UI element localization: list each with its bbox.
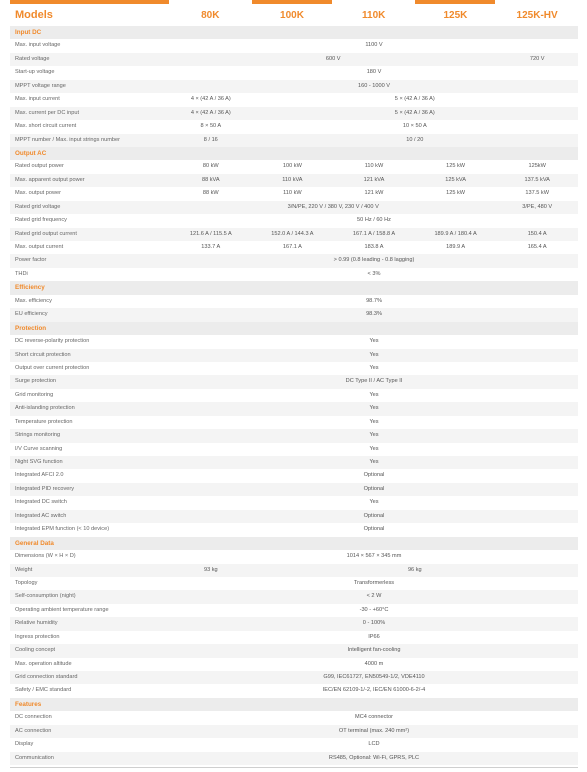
spec-value: 180 V — [366, 69, 382, 76]
spec-label: Grid connection standard — [15, 674, 78, 680]
spec-value: IP66 — [368, 633, 380, 640]
spec-label: Topology — [15, 579, 38, 586]
spec-value: 8 × 50 A — [200, 123, 222, 130]
spec-row — [10, 631, 578, 644]
spec-row — [10, 187, 578, 200]
spec-value: 98.3% — [366, 311, 382, 318]
spec-label: Max. output power — [15, 190, 62, 197]
spec-row — [10, 523, 578, 536]
spec-label: Max. input voltage — [15, 42, 61, 49]
spec-value: 189.9 A / 180.4 A — [434, 230, 477, 237]
spec-label: Output over current protection — [15, 364, 90, 371]
spec-label: Max. efficiency — [15, 297, 52, 304]
spec-value: 1100 V — [365, 42, 383, 49]
spec-label: I/V Curve scanning — [15, 445, 63, 452]
spec-row — [10, 295, 578, 308]
section-header: Input DC — [10, 26, 578, 39]
spec-label: Ingress protection — [15, 633, 60, 640]
spec-value: 137.5 kW — [525, 190, 549, 197]
spec-value: 121 kW — [364, 190, 384, 197]
spec-value: Optional — [363, 512, 385, 519]
spec-label: Anti-islanding protection — [15, 405, 75, 412]
spec-label: Grid monitoring — [15, 391, 54, 398]
spec-row — [10, 402, 578, 415]
spec-label: MPPT number / Max. input strings number — [15, 136, 120, 143]
spec-label: Relative humidity — [15, 620, 58, 627]
spec-row — [10, 644, 578, 657]
model-110k-header: 110K — [362, 9, 386, 21]
spec-row — [10, 308, 578, 321]
spec-row — [10, 684, 578, 697]
spec-label: Communication — [15, 754, 54, 761]
spec-row — [10, 39, 578, 52]
spec-value: 137.5 kVA — [524, 176, 550, 183]
spec-value: 93 kg — [203, 566, 218, 573]
spec-value: 150.4 A — [527, 230, 547, 237]
spec-value: Transformerless — [353, 579, 395, 586]
spec-row — [10, 752, 578, 765]
spec-label: MPPT voltage range — [15, 82, 66, 89]
spec-row — [10, 228, 578, 241]
spec-value: 50 Hz / 60 Hz — [357, 217, 391, 224]
header-accent-rule — [10, 0, 578, 4]
spec-value: 96 kg — [407, 566, 422, 573]
spec-value: 125 kVA — [445, 176, 466, 183]
spec-row — [10, 201, 578, 214]
spec-row — [10, 738, 578, 751]
model-125k-header: 125K — [443, 9, 468, 21]
spec-label: DC reverse-polarity protection — [15, 338, 90, 345]
spec-row — [10, 510, 578, 523]
spec-label: Max. input current — [15, 96, 60, 103]
spec-row — [10, 443, 578, 456]
spec-row — [10, 564, 578, 577]
spec-row — [10, 577, 578, 590]
spec-label: Cooling concept — [15, 647, 56, 654]
spec-row — [10, 725, 578, 738]
spec-row — [10, 107, 578, 120]
spec-label: EU efficiency — [15, 311, 48, 318]
section-header: Features — [10, 698, 578, 711]
spec-value: 189.9 A — [446, 244, 466, 250]
spec-label: DC connection — [15, 714, 52, 721]
spec-value: 133.7 A — [201, 244, 221, 250]
spec-row — [10, 134, 578, 147]
spec-value: Intelligent fan-cooling — [347, 647, 401, 654]
spec-label: Integrated EPM function (< 10 device) — [15, 526, 110, 533]
spec-value: 125 kW — [446, 190, 466, 197]
spec-sheet — [10, 0, 578, 768]
spec-row — [10, 590, 578, 603]
spec-label: Rated grid frequency — [15, 217, 67, 224]
spec-value: 125 kW — [446, 163, 466, 170]
spec-value: Yes — [369, 445, 379, 452]
spec-value: RS485, Optional: Wi-Fi, GPRS, PLC — [328, 754, 420, 761]
spec-value: 10 × 50 A — [402, 123, 427, 130]
spec-value: Optional — [363, 526, 385, 533]
spec-label: Night SVG function — [15, 459, 63, 465]
spec-label: Rated output power — [15, 163, 64, 170]
models-title: Models — [15, 9, 53, 21]
spec-value: Yes — [369, 351, 379, 358]
spec-label: Dimensions (W × H × D) — [15, 553, 76, 560]
spec-row — [10, 120, 578, 133]
spec-label: Max. operation altitude — [15, 660, 72, 667]
spec-label: Temperature protection — [15, 418, 73, 425]
spec-value: 5 × (42 A / 36 A) — [394, 96, 435, 103]
spec-row — [10, 389, 578, 402]
spec-label: THDi — [15, 270, 28, 277]
spec-value: LCD — [368, 741, 380, 748]
spec-value: 167.1 A — [282, 244, 302, 250]
spec-value: 3/N/PE, 220 V / 380 V, 230 V / 400 V — [287, 203, 379, 210]
spec-value: < 3% — [367, 270, 381, 277]
spec-value: -30 - +60°C — [359, 606, 389, 613]
spec-label: Rated grid voltage — [15, 203, 61, 210]
spec-label: Integrated AC switch — [15, 512, 67, 519]
spec-row — [10, 53, 578, 66]
spec-value: Yes — [369, 499, 379, 506]
spec-label: Short circuit protection — [15, 351, 71, 358]
model-80k-header: 80K — [201, 9, 220, 21]
spec-row — [10, 416, 578, 429]
spec-label: Integrated PID recovery — [15, 485, 75, 492]
spec-value: 80 kW — [202, 163, 219, 170]
spec-value: G99, IEC61727, EN50549-1/2, VDE4110 — [323, 674, 425, 680]
spec-label: Display — [15, 741, 34, 748]
spec-value: 5 × (42 A / 36 A) — [394, 109, 435, 116]
spec-value: 121.6 A / 115.5 A — [189, 230, 232, 237]
spec-row — [10, 429, 578, 442]
spec-value: > 0.99 (0.8 leading - 0.8 lagging) — [333, 257, 415, 264]
spec-row — [10, 268, 578, 281]
spec-label: Rated voltage — [15, 55, 50, 62]
spec-value: 600 V — [325, 55, 341, 62]
spec-label: Operating ambient temperature range — [15, 606, 109, 613]
spec-value: 3/PE, 480 V — [522, 203, 553, 210]
spec-value: 10 / 20 — [406, 136, 424, 143]
spec-value: < 2 W — [366, 593, 382, 600]
spec-value: IEC/EN 62109-1/-2, IEC/EN 61000-6-2/-4 — [322, 687, 426, 694]
spec-table-body — [10, 26, 578, 765]
spec-value: 4 × (42 A / 36 A) — [190, 109, 231, 116]
spec-row — [10, 362, 578, 375]
spec-label: Integrated DC switch — [15, 499, 67, 506]
spec-value: Yes — [369, 391, 379, 398]
spec-value: 1014 × 567 × 345 mm — [346, 553, 402, 560]
spec-row — [10, 335, 578, 348]
model-125k-hv-header: 125K-HV — [516, 9, 558, 21]
spec-value: 183.8 A — [364, 244, 384, 250]
model-100k-header: 100K — [280, 9, 304, 21]
section-header: General Data — [10, 537, 578, 550]
spec-value: DC Type II / AC Type II — [345, 378, 403, 385]
spec-row — [10, 658, 578, 671]
spec-row — [10, 241, 578, 254]
spec-label: Integrated AFCI 2.0 — [15, 472, 64, 479]
spec-value: 8 / 16 — [203, 136, 218, 143]
spec-value: 121 kVA — [363, 176, 385, 183]
spec-value: Yes — [369, 364, 379, 371]
spec-row — [10, 254, 578, 267]
spec-label: AC connection — [15, 727, 52, 734]
spec-value: Yes — [369, 459, 379, 465]
spec-value: 125kW — [528, 163, 546, 170]
spec-value: 88 kW — [202, 190, 219, 197]
spec-label: Max. short circuit current — [15, 123, 77, 130]
spec-label: Max. output current — [15, 244, 64, 250]
spec-label: Surge protection — [15, 378, 57, 385]
spec-label: Start-up voltage — [15, 69, 55, 76]
spec-label: Safety / EMC standard — [15, 687, 72, 694]
table-header — [10, 4, 578, 26]
spec-value: 4 × (42 A / 36 A) — [190, 96, 231, 103]
spec-row — [10, 711, 578, 724]
spec-value: 167.1 A / 158.8 A — [352, 230, 396, 237]
spec-value: 100 kW — [282, 163, 302, 170]
spec-value: 110 kVA — [282, 176, 303, 183]
spec-row — [10, 604, 578, 617]
bottom-rule — [10, 767, 578, 768]
spec-label: Power factor — [15, 257, 47, 264]
spec-row — [10, 66, 578, 79]
spec-row — [10, 496, 578, 509]
spec-row — [10, 375, 578, 388]
spec-value: Yes — [369, 432, 379, 439]
spec-value: 4000 m — [364, 660, 384, 667]
spec-value: Yes — [369, 418, 379, 425]
spec-value: 165.4 A — [527, 244, 547, 250]
spec-label: Self-consumption (night) — [15, 593, 76, 600]
spec-value: MC4 connector — [355, 714, 393, 721]
spec-value: 88 kVA — [201, 176, 220, 183]
spec-row — [10, 456, 578, 469]
section-header: Efficiency — [10, 281, 578, 294]
spec-value: Optional — [363, 472, 385, 479]
spec-label: Rated grid output current — [15, 230, 77, 237]
spec-label: Max. current per DC input — [15, 109, 80, 116]
spec-row — [10, 469, 578, 482]
spec-value: 98.7% — [366, 297, 382, 304]
spec-value: Yes — [369, 338, 379, 345]
spec-value: 110 kW — [364, 163, 384, 170]
spec-value: 152.0 A / 144.3 A — [271, 230, 314, 237]
spec-row — [10, 671, 578, 684]
section-header: Protection — [10, 322, 578, 335]
spec-label: Weight — [15, 566, 33, 573]
spec-row — [10, 550, 578, 563]
spec-row — [10, 349, 578, 362]
spec-row — [10, 214, 578, 227]
spec-row — [10, 483, 578, 496]
spec-label: Strings monitoring — [15, 432, 61, 439]
spec-value: 720 V — [529, 55, 545, 62]
spec-value: 0 - 100% — [362, 620, 386, 627]
spec-row — [10, 80, 578, 93]
spec-label: Max. apparent output power — [15, 176, 85, 183]
section-header: Output AC — [10, 147, 578, 160]
spec-row — [10, 93, 578, 106]
spec-row — [10, 174, 578, 187]
spec-value: Yes — [369, 405, 379, 412]
spec-value: OT terminal (max. 240 mm²) — [338, 727, 410, 734]
spec-value: 160 - 1000 V — [357, 82, 391, 89]
spec-row — [10, 617, 578, 630]
spec-value: Optional — [363, 485, 385, 492]
spec-value: 110 kW — [283, 190, 302, 197]
spec-row — [10, 160, 578, 173]
